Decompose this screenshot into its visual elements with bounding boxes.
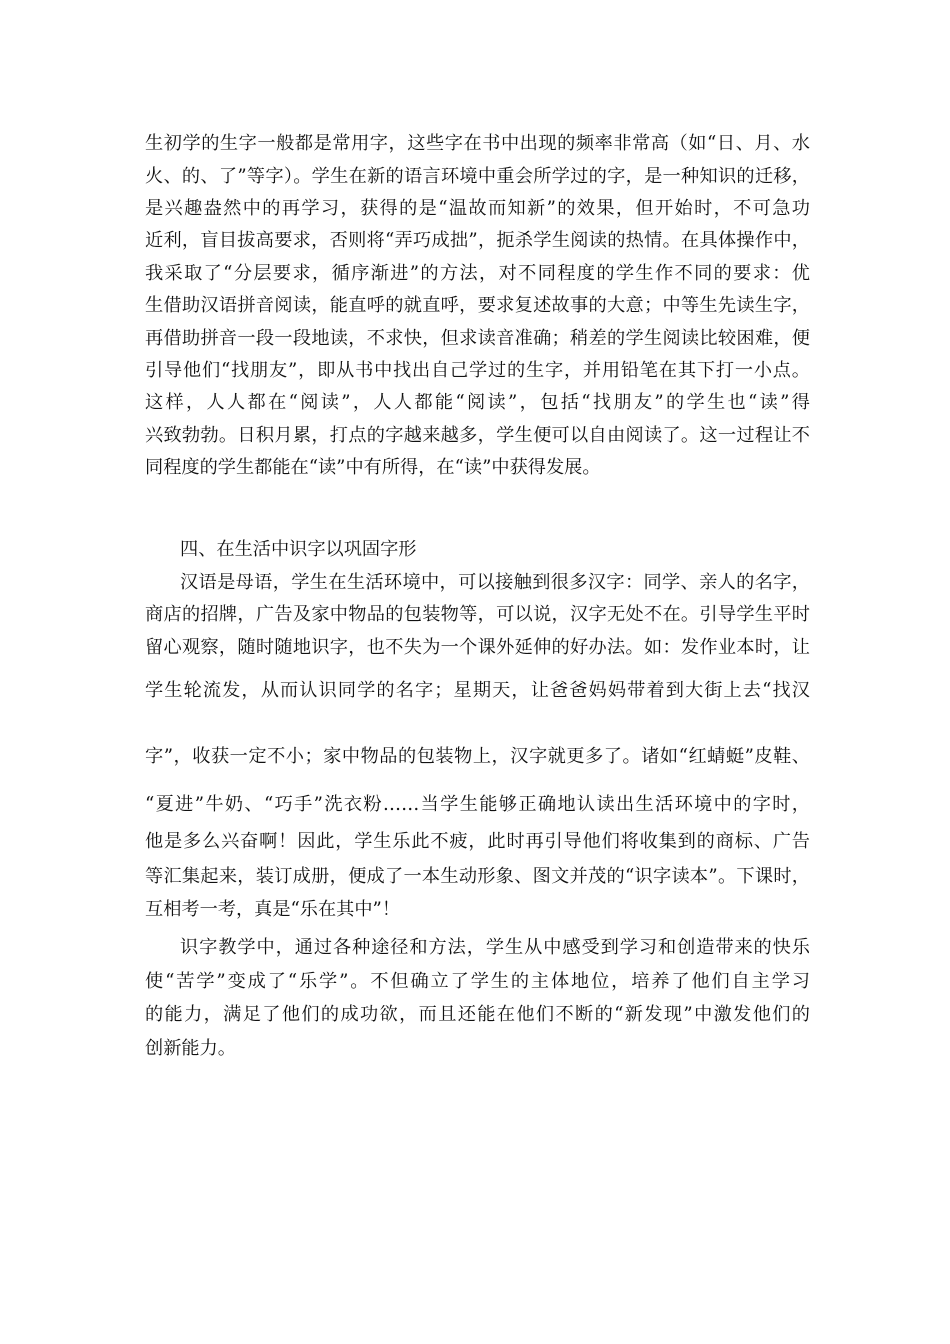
section-heading: 四、在生活中识字以巩固字形 [180, 539, 417, 560]
text-line: 引导他们“找朋友”，即从书中找出自己学过的生字，并用铅笔在其下打一小点。 [145, 360, 810, 381]
text-line: 兴致勃勃。日积月累，打点的字越来越多，学生便可以自由阅读了。这一过程让不 [145, 425, 810, 446]
text-line: 学生轮流发，从而认识同学的名字；星期天，让爸爸妈妈带着到大街上去“找汉 [145, 680, 810, 701]
text-line: 互相考一考，真是“乐在其中”！ [145, 899, 401, 920]
text-line: 是兴趣盎然中的再学习，获得的是“温故而知新”的效果，但开始时，不可急功 [145, 198, 810, 219]
text-line: “夏进”牛奶、“巧手”洗衣粉……当学生能够正确地认读出生活环境中的字时， [145, 794, 810, 815]
text-line: 同程度的学生都能在“读”中有所得，在“读”中获得发展。 [145, 457, 601, 478]
text-line: 我采取了“分层要求，循序渐进”的方法，对不同程度的学生作不同的要求：优 [145, 263, 810, 284]
text-line: 生初学的生字一般都是常用字，这些字在书中出现的频率非常高（如“日、月、水 [145, 133, 810, 154]
text-line: 等汇集起来，装订成册，便成了一本生动形象、图文并茂的“识字读本”。下课时， [145, 866, 810, 887]
text-line: 留心观察，随时随地识字，也不失为一个课外延伸的好办法。如：发作业本时，让 [145, 637, 810, 658]
text-line: 创新能力。 [145, 1038, 236, 1059]
text-line: 近利，盲目拔高要求，否则将“弄巧成拙”，扼杀学生阅读的热情。在具体操作中， [145, 230, 810, 251]
text-line: 识字教学中，通过各种途径和方法，学生从中感受到学习和创造带来的快乐 [180, 937, 810, 958]
text-line: 生借助汉语拼音阅读，能直呼的就直呼，要求复述故事的大意；中等生先读生字， [145, 295, 810, 316]
text-line: 这样，人人都在“阅读”，人人都能“阅读”，包括“找朋友”的学生也“读”得 [145, 392, 810, 413]
text-line: 他是多么兴奋啊！因此，学生乐此不疲，此时再引导他们将收集到的商标、广告 [145, 831, 810, 852]
text-line: 的能力，满足了他们的成功欲，而且还能在他们不断的“新发现”中激发他们的 [145, 1004, 810, 1025]
text-line: 汉语是母语，学生在生活环境中，可以接触到很多汉字：同学、亲人的名字， [180, 572, 810, 593]
text-line: 再借助拼音一段一段地读，不求快，但求读音准确；稍差的学生阅读比较困难，便 [145, 328, 810, 349]
text-line: 使“苦学”变成了“乐学”。不但确立了学生的主体地位，培养了他们自主学习 [145, 971, 810, 992]
text-line: 商店的招牌，广告及家中物品的包装物等，可以说，汉字无处不在。引导学生平时 [145, 604, 810, 625]
text-line: 字”，收获一定不小；家中物品的包装物上，汉字就更多了。诸如“红蜻蜓”皮鞋、 [145, 746, 810, 767]
text-line: 火、的、了”等字）。学生在新的语言环境中重会所学过的字，是一种知识的迁移， [145, 166, 810, 187]
